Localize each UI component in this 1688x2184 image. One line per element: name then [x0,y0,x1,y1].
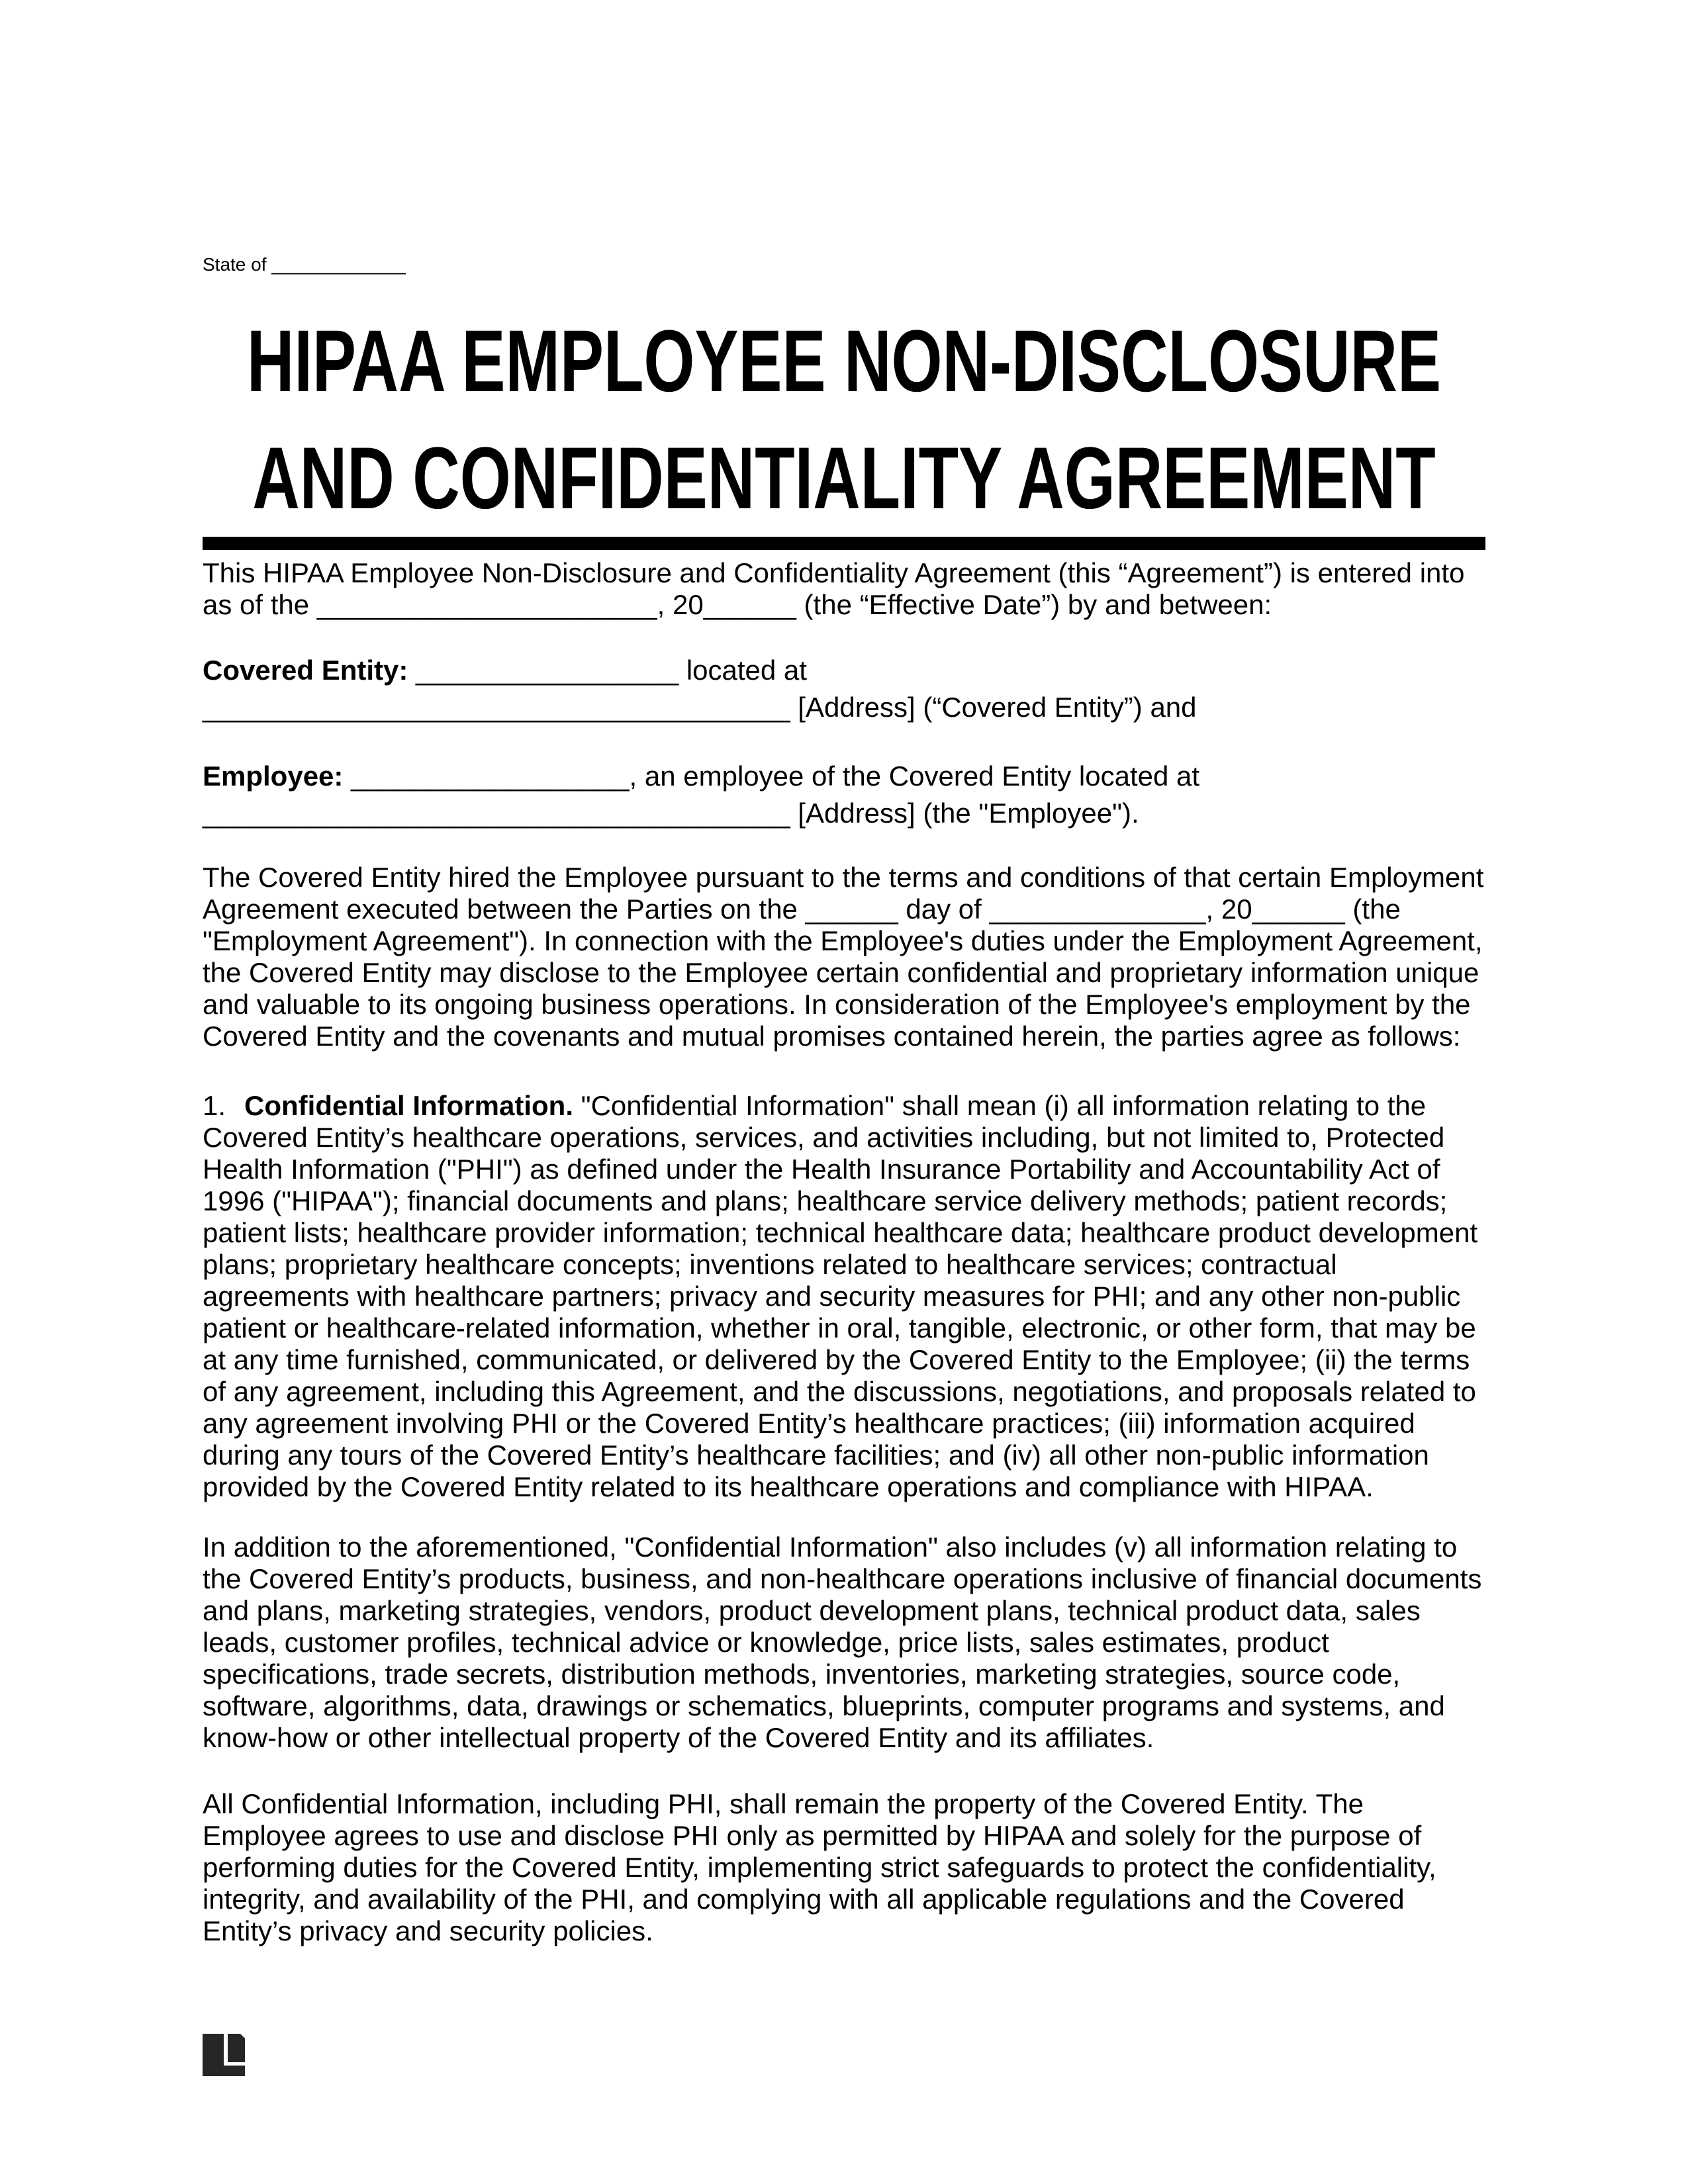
page-title [203,302,1485,537]
employee-line2 [203,795,1485,832]
covered-entity-line2 [203,689,1485,726]
employee-block [203,758,1485,832]
ownership-paragraph: All Confidential Information, including PHI, shall remain the property of the Covered Entity. The Employee agrees to use and disclose PHI only as permitted by HIPAA and solely for the purpose of performing duties for the Covered Entity, implementing strict safeguards to protect the confidentiality, integrity, and availability of the PHI, and complying with all applicable regulations and the Covered Entity’s privacy and security policies. [203,1788,1444,1946]
covered-entity-label: Covered Entity: [203,655,408,686]
employee-address-blank-field[interactable]: ______________________________________ [203,797,790,829]
effective-year-blank-field[interactable]: ______ [703,589,796,620]
execution-month-blank-field[interactable]: ______________ [989,893,1206,925]
title-block [203,302,1485,537]
additional-info-paragraph: In addition to the aforementioned, "Confidential Information" also includes (v) all information relating to the Covered Entity’s products, business, and non-healthcare operations inclusive of financial documents and plans, marketing strategies, vendors, product development plans, technical product data, sales leads, customer profiles, technical advice or knowledge, price lists, sales estimates, product specifications, trade secrets, distribution methods, inventories, marketing strategies, source code, software, algorithms, data, drawings or schematics, blueprints, computer programs and systems, and know-how or other intellectual property of the Covered Entity and its affiliates. [203,1531,1490,1753]
footer-logo-row [203,2034,1485,2076]
covered-entity-line2-text: [Address] (“Covered Entity”) and [790,692,1197,723]
recitals-text-1: The Covered Entity hired the Employee pursuant to the terms and conditions of that certain Employment Agreement executed between the Parties on the [203,862,1490,925]
intro-text-3: (the “Effective Date”) by and between: [796,589,1272,620]
employee-label: Employee: [203,760,344,792]
legal-templates-logo [203,2034,245,2076]
employee-line1-text: , an employee of the Covered Entity located at [629,760,1200,792]
intro-text-1: This HIPAA Employee Non-Disclosure and Confidentiality Agreement (this “Agreement”) is entered into as of the [203,557,1473,620]
intro-text-2: , 20 [657,589,704,620]
recitals-text-2: day of [898,893,990,925]
page-title-line2: AND CONFIDENTIALITY AGREEMENT [252,428,1436,527]
covered-entity-line1 [203,652,1485,689]
covered-entity-line1-text: located at [679,655,807,686]
state-blank-field[interactable]: _____________ [266,254,406,275]
execution-year-blank-field[interactable]: ______ [1252,893,1345,925]
section-1-paragraph [203,1090,1485,1503]
employee-name-blank-field[interactable]: __________________ [343,760,630,792]
covered-entity-address-blank-field[interactable]: ______________________________________ [203,692,790,723]
recitals-text-4: (the "Employment Agreement"). In connection with the Employee's duties under the Employment Agreement, the Covered Entity may disclose to the Employee certain confidential and proprietary information unique and valuable to its ongoing business operations. In consideration of the Employee's employment by the Covered Entity and the covenants and mutual promises contained herein, the parties agree as follows: [203,893,1491,1052]
state-line [203,253,1485,276]
execution-day-blank-field[interactable]: ______ [805,893,898,925]
title-divider-rule [203,537,1485,550]
section-1-number: 1. [203,1090,226,1121]
employee-line1 [203,758,1485,795]
page-title-line1: HIPAA EMPLOYEE NON-DISCLOSURE [246,311,1442,410]
employee-line2-text: [Address] (the "Employee"). [790,797,1139,829]
section-1-body: "Confidential Information" shall mean (i) all information relating to the Covered Entity’s healthcare operations, services, and activities including, but not limited to, Protected Health Information ("PHI") as defined under the Health Insurance Portability and Accountability Act of 1996 ("HIPAA"); financial documents and plans; healthcare service delivery methods; patient records; patient lists; healthcare provider information; technical healthcare data; healthcare product development plans; proprietary healthcare concepts; inventions related to healthcare services; contractual agreements with healthcare partners; privacy and security measures for PHI; and any other non-public patient or healthcare-related information, whether in oral, tangible, electronic, or other form, that may be at any time furnished, communicated, or delivered by the Covered Entity to the Employee; (ii) the terms of any agreement, including this Agreement, and the discussions, negotiations, and proposals related to any agreement involving PHI or the Covered Entity’s healthcare practices; (iii) information acquired during any tours of the Covered Entity’s healthcare facilities; and (iv) all other non-public information provided by the Covered Entity related to its healthcare operations and compliance with HIPAA. [203,1090,1485,1502]
intro-paragraph [203,557,1485,621]
effective-date-blank-field[interactable]: ______________________ [316,589,657,620]
covered-entity-block [203,652,1485,726]
state-label: State of [203,254,267,275]
section-1-heading: Confidential Information. [244,1090,573,1121]
covered-entity-name-blank-field[interactable]: _________________ [408,655,679,686]
recitals-paragraph [203,862,1491,1052]
recitals-text-3: , 20 [1205,893,1252,925]
